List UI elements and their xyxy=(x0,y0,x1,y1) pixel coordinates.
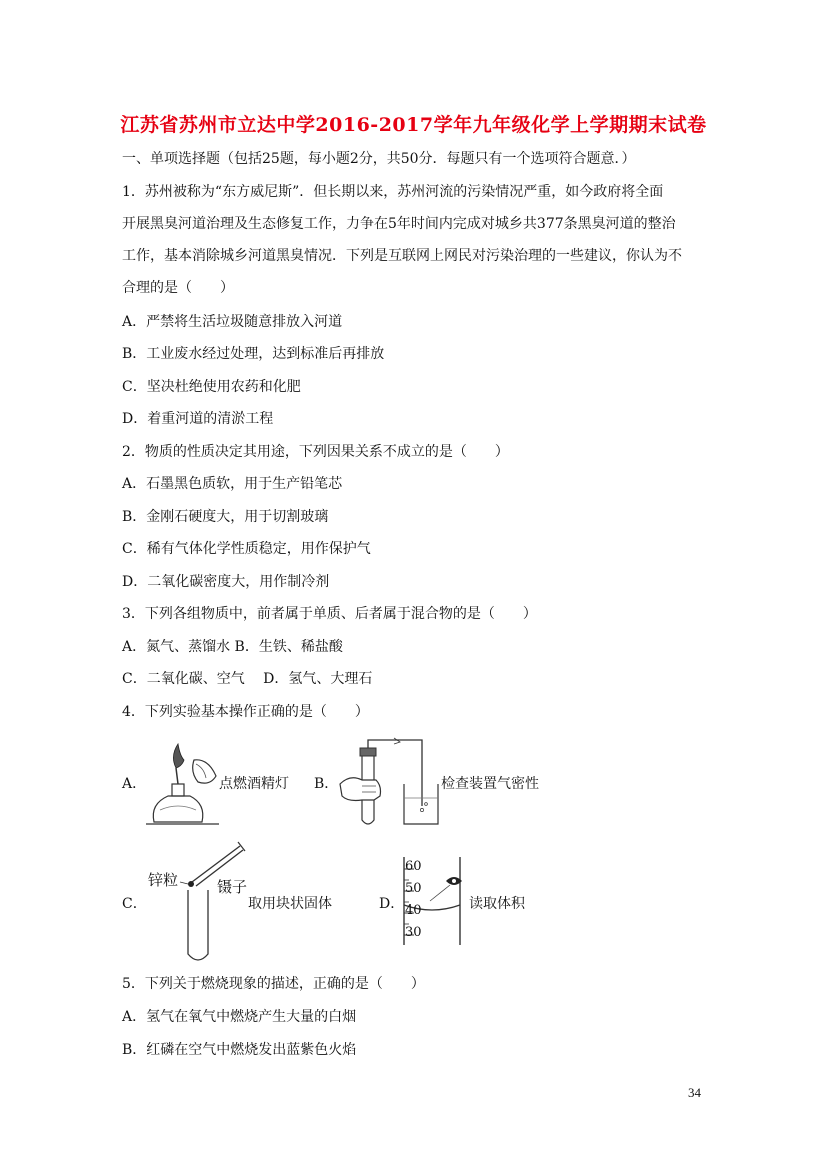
exam-title: 江苏省苏州市立达中学2016-2017学年九年级化学上学期期末试卷 xyxy=(120,114,707,136)
q4-d-caption: 读取体积 xyxy=(469,896,525,912)
tick-60: 60 xyxy=(405,859,422,874)
q4-a-label: A． xyxy=(122,776,147,792)
page-number: 34 xyxy=(688,1085,701,1100)
q1-stem-line-3: 工作，基本消除城乡河道黑臭情况．下列是互联网上网民对污染治理的一些建议，你认为不 xyxy=(122,248,682,264)
airtightness-check-figure xyxy=(336,736,440,830)
q1-option-b: B．工业废水经过处理，达到标准后再排放 xyxy=(122,346,385,362)
q2-option-a: A．石墨黑色质软，用于生产铅笔芯 xyxy=(122,476,343,492)
q4-b-label: B． xyxy=(314,776,339,792)
q4-stem: 4．下列实验基本操作正确的是（ ） xyxy=(122,704,369,720)
q4-c-caption: 取用块状固体 xyxy=(248,896,332,912)
q4-c-label: C． xyxy=(122,896,147,912)
q1-option-d: D．着重河道的清淤工程 xyxy=(122,411,274,427)
q3-options-cd: C．二氧化碳、空气 D．氢气、大理石 xyxy=(122,671,373,687)
q5-option-a: A．氢气在氧气中燃烧产生大量的白烟 xyxy=(122,1009,357,1025)
zinc-granule-tag: 锌粒 xyxy=(148,871,179,889)
q1-option-a: A．严禁将生活垃圾随意排放入河道 xyxy=(122,314,343,330)
q5-option-b: B．红磷在空气中燃烧发出蓝紫色火焰 xyxy=(122,1042,357,1058)
tick-30: 30 xyxy=(405,925,422,940)
tweezers-tag: 镊子 xyxy=(217,878,248,896)
q1-option-c: C．坚决杜绝使用农药和化肥 xyxy=(122,379,301,395)
q2-option-b: B．金刚石硬度大，用于切割玻璃 xyxy=(122,509,329,525)
alcohol-lamp-figure xyxy=(146,738,220,828)
tick-40: 40 xyxy=(405,903,422,918)
tweezers-test-tube-figure xyxy=(144,838,248,964)
q2-option-c: C．稀有气体化学性质稳定，用作保护气 xyxy=(122,541,371,557)
q2-stem: 2．物质的性质决定其用途，下列因果关系不成立的是（ ） xyxy=(122,444,509,460)
q2-option-d: D．二氧化碳密度大，用作制冷剂 xyxy=(122,574,330,590)
q4-a-caption: 点燃酒精灯 xyxy=(219,776,289,792)
section-heading: 一、单项选择题（包括25题，每小题2分，共50分．每题只有一个选项符合题意．） xyxy=(122,151,636,167)
q1-stem-line-1: 1．苏州被称为“东方威尼斯”．但长期以来，苏州河流的污染情况严重，如今政府将全面 xyxy=(122,184,664,200)
q1-stem-line-4: 合理的是（ ） xyxy=(122,280,234,296)
q5-stem: 5．下列关于燃烧现象的描述，正确的是（ ） xyxy=(122,976,425,992)
q3-options-ab: A．氮气、蒸馏水 B．生铁、稀盐酸 xyxy=(122,639,343,655)
q3-stem: 3．下列各组物质中，前者属于单质、后者属于混合物的是（ ） xyxy=(122,606,537,622)
q4-d-label: D． xyxy=(379,896,405,912)
q1-stem-line-2: 开展黑臭河道治理及生态修复工作，力争在5年时间内完成对城乡共377条黑臭河道的整治 xyxy=(122,216,676,232)
q4-b-caption: 检查装置气密性 xyxy=(441,776,539,792)
tick-50: 50 xyxy=(405,881,422,896)
